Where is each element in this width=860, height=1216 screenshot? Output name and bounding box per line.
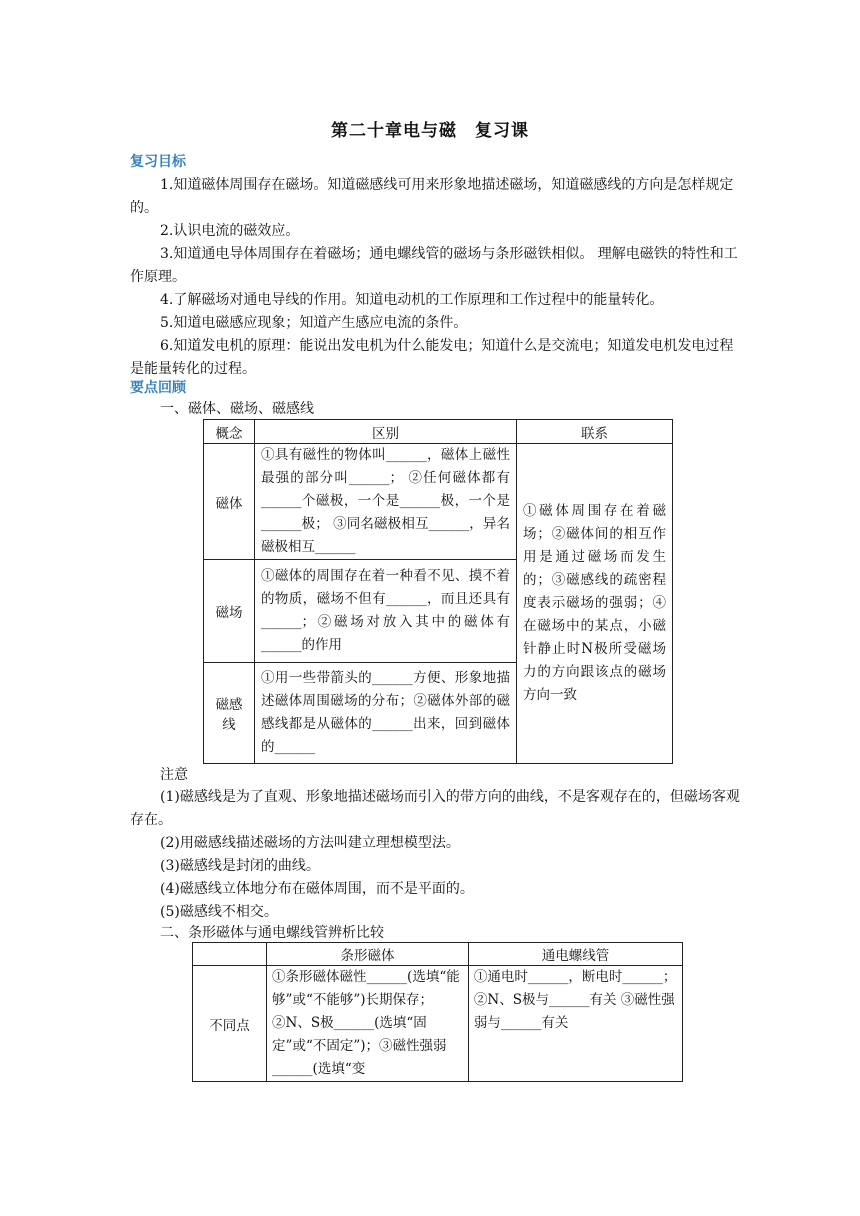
page-title: 第二十章电与磁 复习课 <box>331 121 529 141</box>
header-bar-magnet: 条形磁体 <box>267 943 469 966</box>
header-blank <box>193 943 267 966</box>
magnet-field-table <box>203 419 673 764</box>
goal-item-6 <box>130 335 745 381</box>
difference-cell: ①具有磁性的物体叫______，磁体上磁性最强的部分叫______； ②任何磁体都有______个磁极，一个是______极，一个是______极； ③同名磁极相互______，异名磁极相互______ <box>254 444 516 560</box>
goal-item-4-text: 4.了解磁场对通电导线的作用。知道电动机的工作原理和工作过程中的能量转化。 <box>160 292 664 308</box>
note-item-4 <box>130 878 745 901</box>
goal-item-3-text: 3.知道通电导体周围存在着磁场；通电螺线管的磁场与条形磁铁相似。 理解电磁铁的特性和工作原理。 <box>130 246 738 285</box>
goal-item-2-text: 2.认识电流的磁效应。 <box>160 223 300 239</box>
table-header-row <box>193 943 683 966</box>
goal-item-1-text: 1.知道磁体周围存在磁场。知道磁感线可用来形象地描述磁场，知道磁感线的方向是怎样规定的。 <box>130 177 734 216</box>
goal-item-6-text: 6.知道发电机的原理：能说出发电机为什么能发电；知道什么是交流电；知道发电机发电过程是能量转化的过程。 <box>130 338 734 377</box>
table-row <box>204 444 673 560</box>
header-relation: 联系 <box>516 420 672 444</box>
note-item-3-text: (3)磁感线是封闭的曲线。 <box>160 858 320 874</box>
row-label-cell: 不同点 <box>193 966 267 1082</box>
goal-item-1 <box>130 174 745 220</box>
bar-magnet-cell: ①条形磁体磁性______(选填“能够”或“不能够”)长期保存；②N、S极______(选填“固定”或“不固定”)；③磁性强弱______(选填“变 <box>267 966 469 1082</box>
note-item-5 <box>130 901 745 924</box>
notes-label: 注意 <box>160 767 188 783</box>
review-goals-heading: 复习目标 <box>130 154 186 170</box>
goal-item-3 <box>130 243 745 289</box>
goal-item-2 <box>130 220 745 243</box>
concept-cell: 磁感线 <box>204 663 255 764</box>
note-item-1-text: (1)磁感线是为了直观、形象地描述磁场而引入的带方向的曲线，不是客观存在的，但磁场客观存在。 <box>130 789 740 828</box>
header-solenoid: 通电螺线管 <box>468 943 682 966</box>
table-header-row <box>204 420 673 444</box>
section2-title: 二、条形磁体与通电螺线管辨析比较 <box>160 925 384 941</box>
difference-cell: ①用一些带箭头的______方便、形象地描述磁体周围磁场的分布；②磁体外部的磁感线都是从磁体的______出来，回到磁体的______ <box>254 663 516 764</box>
key-points-heading: 要点回顾 <box>130 380 186 396</box>
table-row <box>193 966 683 1082</box>
relation-cell: ①磁体周围存在着磁场；②磁体间的相互作用是通过磁场而发生的；③磁感线的疏密程度表示磁场的强弱；④在磁场中的某点，小磁针静止时N极所受磁场力的方向跟该点的磁场方向一致 <box>516 444 672 764</box>
solenoid-cell: ①通电时______，断电时______；②N、S极与______有关 ③磁性强弱与______有关 <box>468 966 682 1082</box>
note-item-3 <box>130 855 745 878</box>
header-concept: 概念 <box>204 420 255 444</box>
goal-item-5-text: 5.知道电磁感应现象；知道产生感应电流的条件。 <box>160 315 468 331</box>
difference-cell: ①磁体的周围存在着一种看不见、摸不着的物质，磁场不但有______，而且还具有______；②磁场对放入其中的磁体有______的作用 <box>254 560 516 663</box>
goal-item-4 <box>130 289 745 312</box>
note-item-1 <box>130 786 745 832</box>
section1-title: 一、磁体、磁场、磁感线 <box>160 401 314 417</box>
note-item-4-text: (4)磁感线立体地分布在磁体周围，而不是平面的。 <box>160 881 474 897</box>
comparison-table <box>192 942 683 1082</box>
concept-cell: 磁体 <box>204 444 255 560</box>
goal-item-5 <box>130 312 745 335</box>
concept-cell: 磁场 <box>204 560 255 663</box>
header-difference: 区别 <box>254 420 516 444</box>
note-item-2 <box>130 832 745 855</box>
note-item-2-text: (2)用磁感线描述磁场的方法叫建立理想模型法。 <box>160 835 460 851</box>
note-item-5-text: (5)磁感线不相交。 <box>160 904 278 920</box>
